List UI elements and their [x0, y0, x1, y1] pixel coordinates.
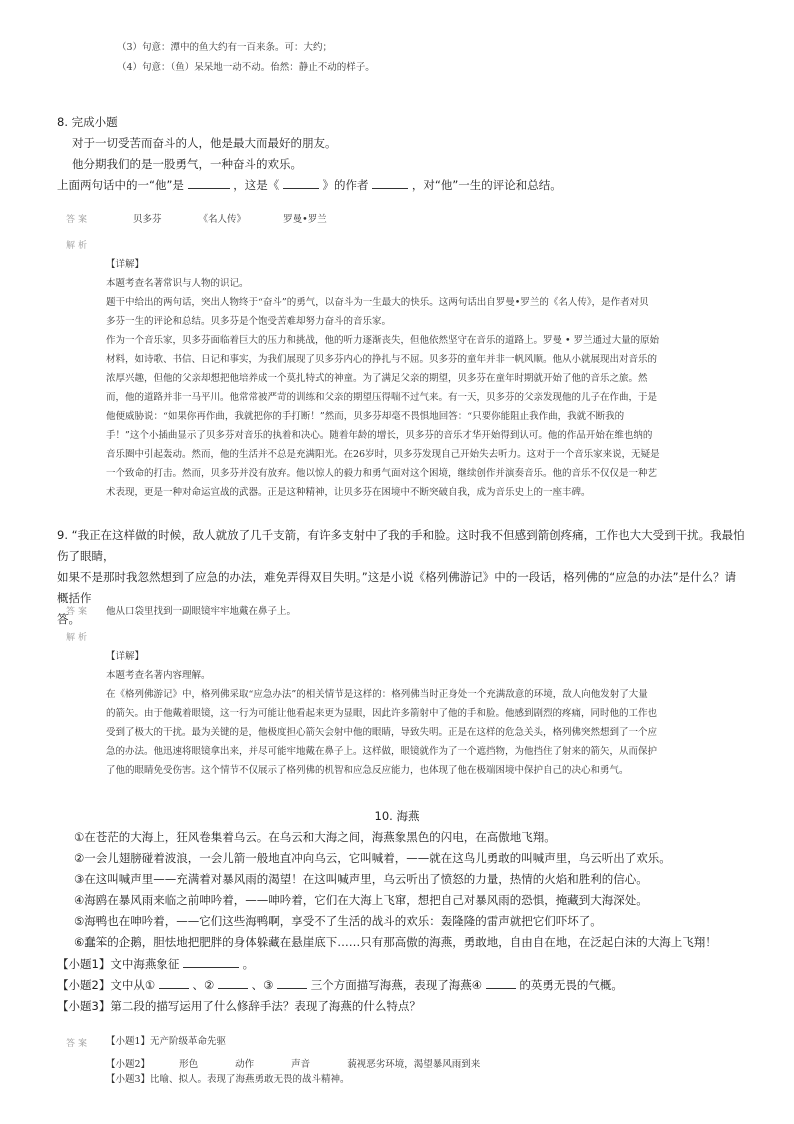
q8-prompt-part-1: 上面两句话中的一“他”是 — [57, 178, 184, 192]
q8-answers — [133, 211, 361, 225]
q9-detail-line: 的箭矢。由于他戴着眼镜，这一行为可能让他看起来更为显眼，因此许多箭射中了他的手和脸。他感到剧烈的疼痛，同时他的工作也 — [106, 708, 658, 719]
q8-detail-line: 音乐圈中引起轰动。然而，他的生活并不总是充满阳光。在26岁时，贝多芬发现自己开始失去听力。这对于一个音乐家来说，无疑是 — [106, 449, 660, 460]
q10-answer-2-label: 【小题2】 — [106, 1059, 151, 1070]
q9-line-2: 如果不是那时我忽然想到了应急的办法，难免弄得双目失明。”这是小说《格列佛游记》中的一段话，格列佛的“应急的办法”是什么？请概括作 — [57, 570, 737, 605]
q10-answer-1: 【小题1】无产阶级革命先驱 — [106, 1036, 227, 1047]
q10-sub1-part-1: 【小题1】文中海燕象征 — [57, 957, 180, 971]
q10-answer-2-d: 藐视恶劣环境，渴望暴风雨到来 — [347, 1059, 481, 1070]
q10-sub1-part-2: 。 — [242, 957, 255, 971]
q8-detail-line: 多芬一生的评论和总结。贝多芬是个饱受苦难却努力奋斗的音乐家。 — [106, 316, 392, 327]
q8-detail-line: 题干中给出的两句话，突出人物终于“奋斗”的勇气，以奋斗为一生最大的快乐。这两句话出自罗曼•罗兰的《名人传》，是作者对贝 — [106, 297, 649, 308]
q8-quote-1: 对于一切受苦而奋斗的人，他是最大而最好的朋友。 — [72, 136, 337, 150]
q9-line-3: 答。 — [57, 612, 80, 626]
q8-blank-3[interactable] — [372, 175, 408, 189]
q10-sub2-part-4: 三个方面描写海燕，表现了海燕④ — [310, 978, 483, 992]
q8-blank-2[interactable] — [283, 175, 319, 189]
q10-title: 10. 海燕 — [374, 809, 420, 823]
q8-detail-line: 作为一个音乐家，贝多芬面临着巨大的压力和挑战，他的听力逐渐丧失，但他依然坚守在音乐的道路上。罗曼 • 罗兰通过大量的原始 — [106, 335, 660, 346]
q8-prompt — [57, 175, 562, 196]
q10-sub2-blank-4[interactable] — [486, 975, 516, 989]
q10-answer-2 — [106, 1056, 514, 1070]
q10-sub3: 【小题3】第二段的描写运用了什么修辞手法？表现了海燕的什么特点？ — [57, 999, 421, 1013]
q10-sub2-blank-1[interactable] — [159, 975, 189, 989]
q8-detail-line: 一个致命的打击。然而，贝多芬并没有放弃。他以惊人的毅力和勇气面对这个困境，继续创作并演奏音乐。他的音乐不仅仅是一种艺 — [106, 468, 658, 479]
q8-prompt-part-4: ，对“他”一生的评论和总结。 — [411, 178, 562, 192]
q8-detail-line: 术表现，更是一种对命运宣战的武器。正是这种精神，让贝多芬在困境中不断突破自我，成为音乐史上的一座丰碑。 — [106, 487, 591, 498]
q10-answer-label: 答案 — [66, 1039, 91, 1049]
q8-title: 8. 完成小题 — [57, 115, 118, 129]
q10-sub2-part-2: 、② — [192, 978, 215, 992]
q10-answer-2-c: 声音 — [291, 1059, 311, 1070]
q10-paragraph: ②一会儿翅膀碰着波浪，一会儿箭一般地直冲向乌云，它叫喊着，——就在这鸟儿勇敢的叫喊声里，乌云听出了欢乐。 — [74, 851, 671, 865]
q8-analysis-label: 解析 — [66, 241, 91, 251]
q9-detail-body — [106, 666, 726, 780]
q9-detail-line: 急的办法。他迅速将眼镜拿出来，并尽可能牢地戴在鼻子上。这样做，眼镜就作为了一个遮挡物，为他挡住了射来的箭矢，从而保护 — [106, 746, 658, 757]
q8-blank-1[interactable] — [188, 175, 230, 189]
q9-detail-line: 在《格列佛游记》中，格列佛采取“应急办法”的相关情节是这样的：格列佛当时正身处一个充满敌意的环境，敌人向他发射了大量 — [106, 689, 648, 700]
q10-paragraph: ③在这叫喊声里——充满着对暴风雨的渴望！在这叫喊声里，乌云听出了愤怒的力量，热情的火焰和胜利的信心。 — [74, 872, 648, 886]
q10-answer-3: 【小题3】比喻、拟人。表现了海燕勇敢无畏的战斗精神。 — [106, 1074, 350, 1085]
q8-detail-line: 材料，如诗歌、书信、日记和事实，为我们展现了贝多芬内心的挣扎与不屈。贝多芬的童年并非一帆风顺。他从小就展现出对音乐的 — [106, 354, 658, 365]
q8-quote-2: 他分期我们的是一股勇气，一种奋斗的欢乐。 — [72, 157, 302, 171]
q10-sub2-part-3: 、③ — [251, 978, 274, 992]
q9-detail-line: 本题考查名著内容理解。 — [106, 670, 211, 681]
q10-paragraph: ⑤海鸭也在呻吟着，——它们这些海鸭啊，享受不了生活的战斗的欢乐：轰隆隆的雷声就把它们吓坏了。 — [74, 914, 602, 928]
q10-sub2-part-1: 【小题2】文中从① — [57, 978, 156, 992]
q9-detail-line: 了他的眼睛免受伤害。这个情节不仅展示了格列佛的机智和应急反应能力，也体现了他在极端困境中保护自己的决心和勇气。 — [106, 765, 629, 776]
q9-line-1: 9. “我正在这样做的时候，敌人就放了几千支箭，有许多支射中了我的手和脸。这时我不但感到箭创疼痛，工作也大大受到干扰。我最怕伤了眼睛， — [57, 528, 745, 563]
top-line-3: （3）句意：潭中的鱼大约有一百来条。可：大约； — [117, 42, 333, 53]
q10-sub2-part-5: 的英勇无畏的气概。 — [519, 978, 623, 992]
q10-sub2-blank-3[interactable] — [277, 975, 307, 989]
q8-detail-body — [106, 274, 726, 502]
q8-prompt-part-3: 》的作者 — [322, 178, 369, 192]
q8-detail-line: 他便威胁说：“如果你再作曲，我就把你的手打断！”然而，贝多芬却毫不畏惧地回答：“只要你能阻止我作曲，我就不断我的 — [106, 411, 625, 422]
q10-sub1 — [57, 954, 254, 975]
q8-detail-line: 而，他的道路并非一马平川。他常常被严苛的训练和父亲的期望压得喘不过气来。有一天，贝多芬的父亲发现他的儿子在作曲，于是 — [106, 392, 658, 403]
q8-answer-label: 答案 — [66, 215, 91, 225]
q10-paragraph: ①在苍茫的大海上，狂风卷集着乌云。在乌云和大海之间，海燕象黑色的闪电，在高傲地飞翔。 — [74, 830, 556, 844]
q10-sub1-blank[interactable] — [183, 954, 239, 968]
q10-answer-2-b: 动作 — [235, 1059, 255, 1070]
q8-detail-line: 本题考查名著常识与人物的识记。 — [106, 278, 249, 289]
q10-sub2 — [57, 975, 623, 996]
q8-detail-line: 手！”这个小插曲显示了贝多芬对音乐的执着和决心。随着年龄的增长，贝多芬的音乐才华开始得到认可。他的作品开始在维也纳的 — [106, 430, 653, 441]
q9-answer-label: 答案 — [66, 607, 91, 617]
q9-detail-line: 受到了极大的干扰。最为关键的是，他极度担心箭矢会射中他的眼睛，导致失明。正是在这样的危急关头，格列佛突然想到了一个应 — [106, 727, 658, 738]
q10-answer-2-a: 形色 — [179, 1059, 199, 1070]
q8-answer-1: 贝多芬 — [133, 214, 162, 225]
q8-detail-header: 【详解】 — [106, 259, 145, 270]
q10-passage — [74, 827, 764, 953]
q10-paragraph: ④海鸥在暴风雨来临之前呻吟着，——呻吟着，它们在大海上飞窜，想把自己对暴风雨的恐惧，掩藏到大海深处。 — [74, 893, 648, 907]
q10-sub2-blank-2[interactable] — [218, 975, 248, 989]
top-line-4: （4）句意：（鱼）呆呆地一动不动。佁然：静止不动的样子。 — [117, 62, 375, 73]
q9-analysis-label: 解析 — [66, 633, 91, 643]
q9-answer: 他从口袋里找到一副眼镜牢牢地戴在鼻子上。 — [106, 606, 297, 617]
q9-detail-header: 【详解】 — [106, 651, 145, 662]
q10-paragraph: ⑥蠢笨的企鹅，胆怯地把肥胖的身体躲藏在悬崖底下……只有那高傲的海燕，勇敢地，自由自在地，在泛起白沫的大海上飞翔！ — [74, 935, 717, 949]
q8-answer-3: 罗曼•罗兰 — [283, 214, 327, 225]
q8-answer-2: 《名人传》 — [198, 214, 247, 225]
q8-detail-line: 浓厚兴趣，但他的父亲却想把他培养成一个莫扎特式的神童。为了满足父亲的期望，贝多芬在童年时期就开始了他的音乐之旅。然 — [106, 373, 648, 384]
q8-prompt-part-2: ，这是《 — [233, 178, 280, 192]
